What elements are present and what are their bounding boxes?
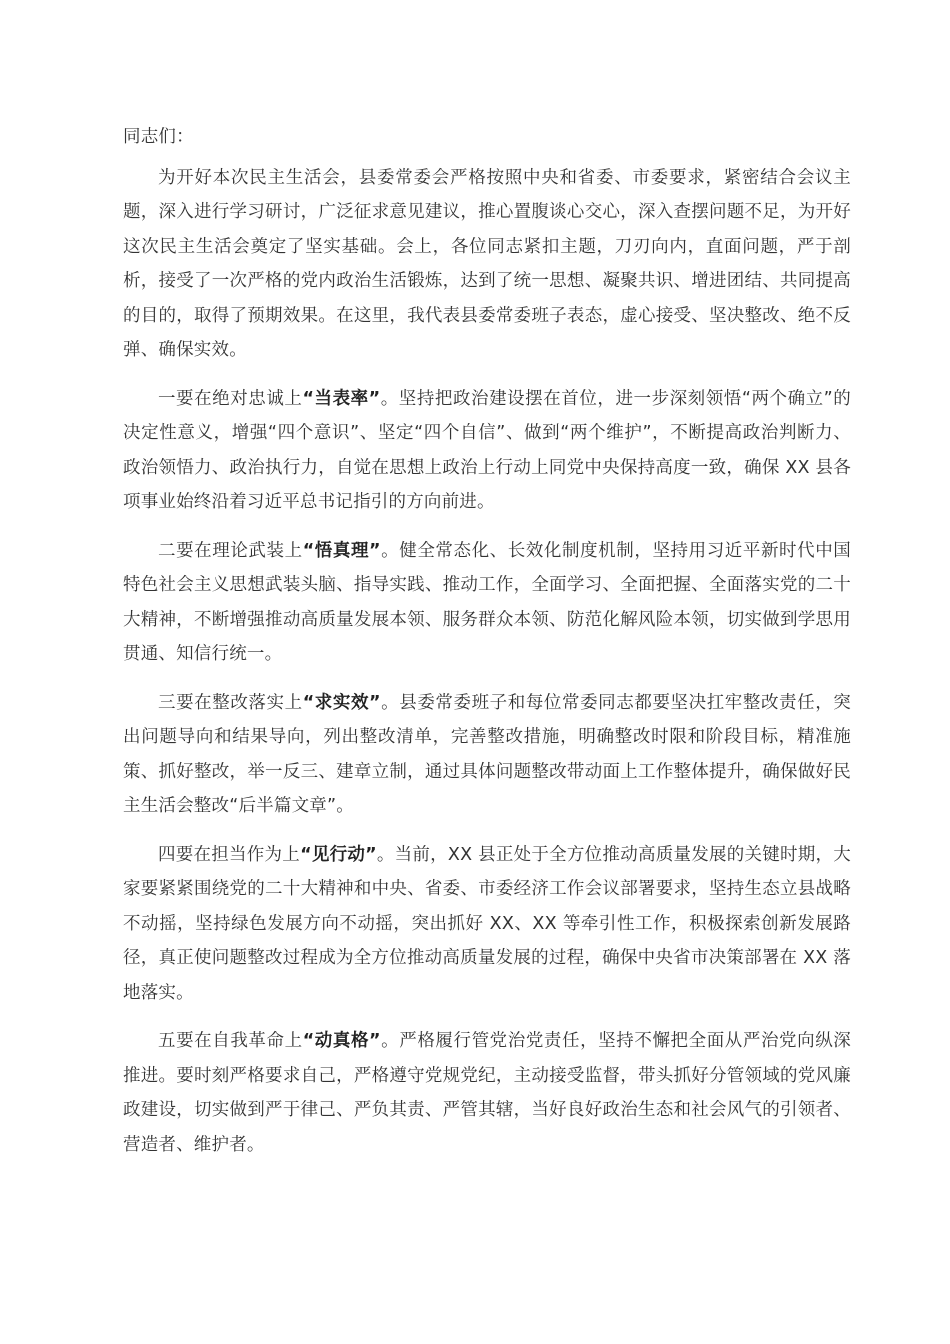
paragraph-point-1 bbox=[123, 382, 851, 520]
paragraph-lead: 三要在整改落实上 bbox=[158, 692, 303, 713]
paragraph-body: 。县委常委班子和每位常委同志都要坚决扛牢整改责任，突出问题导向和结果导向，列出整改清单，完善整改措施，明确整改时限和阶段目标，精准施策、抓好整改，举一反三、建章立制，通过具体问题整改带动面上工作整体提升，确保做好民主生活会整改“后半篇文章”。 bbox=[123, 692, 852, 816]
paragraph-intro bbox=[123, 161, 851, 368]
paragraph-lead: 二要在理论武装上 bbox=[158, 540, 303, 561]
paragraph-emphasis: “动真格” bbox=[302, 1031, 381, 1051]
paragraph-point-4 bbox=[123, 838, 851, 1011]
paragraph-body: 。坚持把政治建设摆在首位，进一步深刻领悟“两个确立”的决定性意义，增强“四个意识”、坚定“四个自信”、做到“两个维护”，不断提高政治判断力、政治领悟力、政治执行力，自觉在思想上政治上行动上同党中央保持高度一致，确保 XX 县各项事业始终沿着习近平总书记指引的方向前进。 bbox=[123, 388, 852, 512]
salutation: 同志们： bbox=[123, 127, 194, 147]
paragraph-emphasis: “求实效” bbox=[302, 692, 381, 713]
document-body bbox=[123, 120, 851, 1176]
paragraph-point-2 bbox=[123, 534, 851, 672]
paragraph-text: 为开好本次民主生活会，县委常委会严格按照中央和省委、市委要求，紧密结合会议主题，深入进行学习研讨，广泛征求意见建议，推心置腹谈心交心，深入查摆问题不足，为开好这次民主生活会奠定了坚实基础。会上，各位同志紧扣主题，刀刃向内，直面问题，严于剖析，接受了一次严格的党内政治生活锻炼，达到了统一思想、凝聚共识、增进团结、共同提高的目的，取得了预期效果。在这里，我代表县委常委班子表态，虚心接受、坚决整改、绝不反弹、确保实效。 bbox=[123, 167, 851, 360]
paragraph-point-3 bbox=[123, 686, 851, 824]
paragraph-body: 。当前，XX 县正处于全方位推动高质量发展的关键时期，大家要紧紧围绕党的二十大精神和中央、省委、市委经济工作会议部署要求，坚持生态立县战略不动摇，坚持绿色发展方向不动摇，突出抓好 XX、XX 等牵引性工作，积极探索创新发展路径，真正使问题整改过程成为全方位推动高质量发展的过程，确保中央省市决策部署在 XX 落地落实。 bbox=[123, 844, 851, 1003]
paragraph-lead: 一要在绝对忠诚上 bbox=[158, 388, 303, 409]
paragraph-point-5 bbox=[123, 1024, 851, 1162]
paragraph-body: 。健全常态化、长效化制度机制，坚持用习近平新时代中国特色社会主义思想武装头脑、指导实践、推动工作，全面学习、全面把握、全面落实党的二十大精神，不断增强推动高质量发展本领、服务群众本领、防范化解风险本领，切实做到学思用贯通、知信行统一。 bbox=[123, 540, 852, 664]
paragraph-emphasis: “见行动” bbox=[300, 844, 377, 865]
paragraph-lead: 五要在自我革命上 bbox=[158, 1031, 303, 1051]
paragraph-lead: 四要在担当作为上 bbox=[158, 844, 301, 865]
paragraph-emphasis: “当表率” bbox=[302, 388, 381, 409]
paragraph-emphasis: “悟真理” bbox=[302, 540, 381, 561]
paragraph-body: 。严格履行管党治党责任，坚持不懈把全面从严治党向纵深推进。要时刻严格要求自己，严格遵守党规党纪，主动接受监督，带头抓好分管领域的党风廉政建设，切实做到严于律己、严负其责、严管其辖，当好良好政治生态和社会风气的引领者、营造者、维护者。 bbox=[123, 1031, 852, 1155]
